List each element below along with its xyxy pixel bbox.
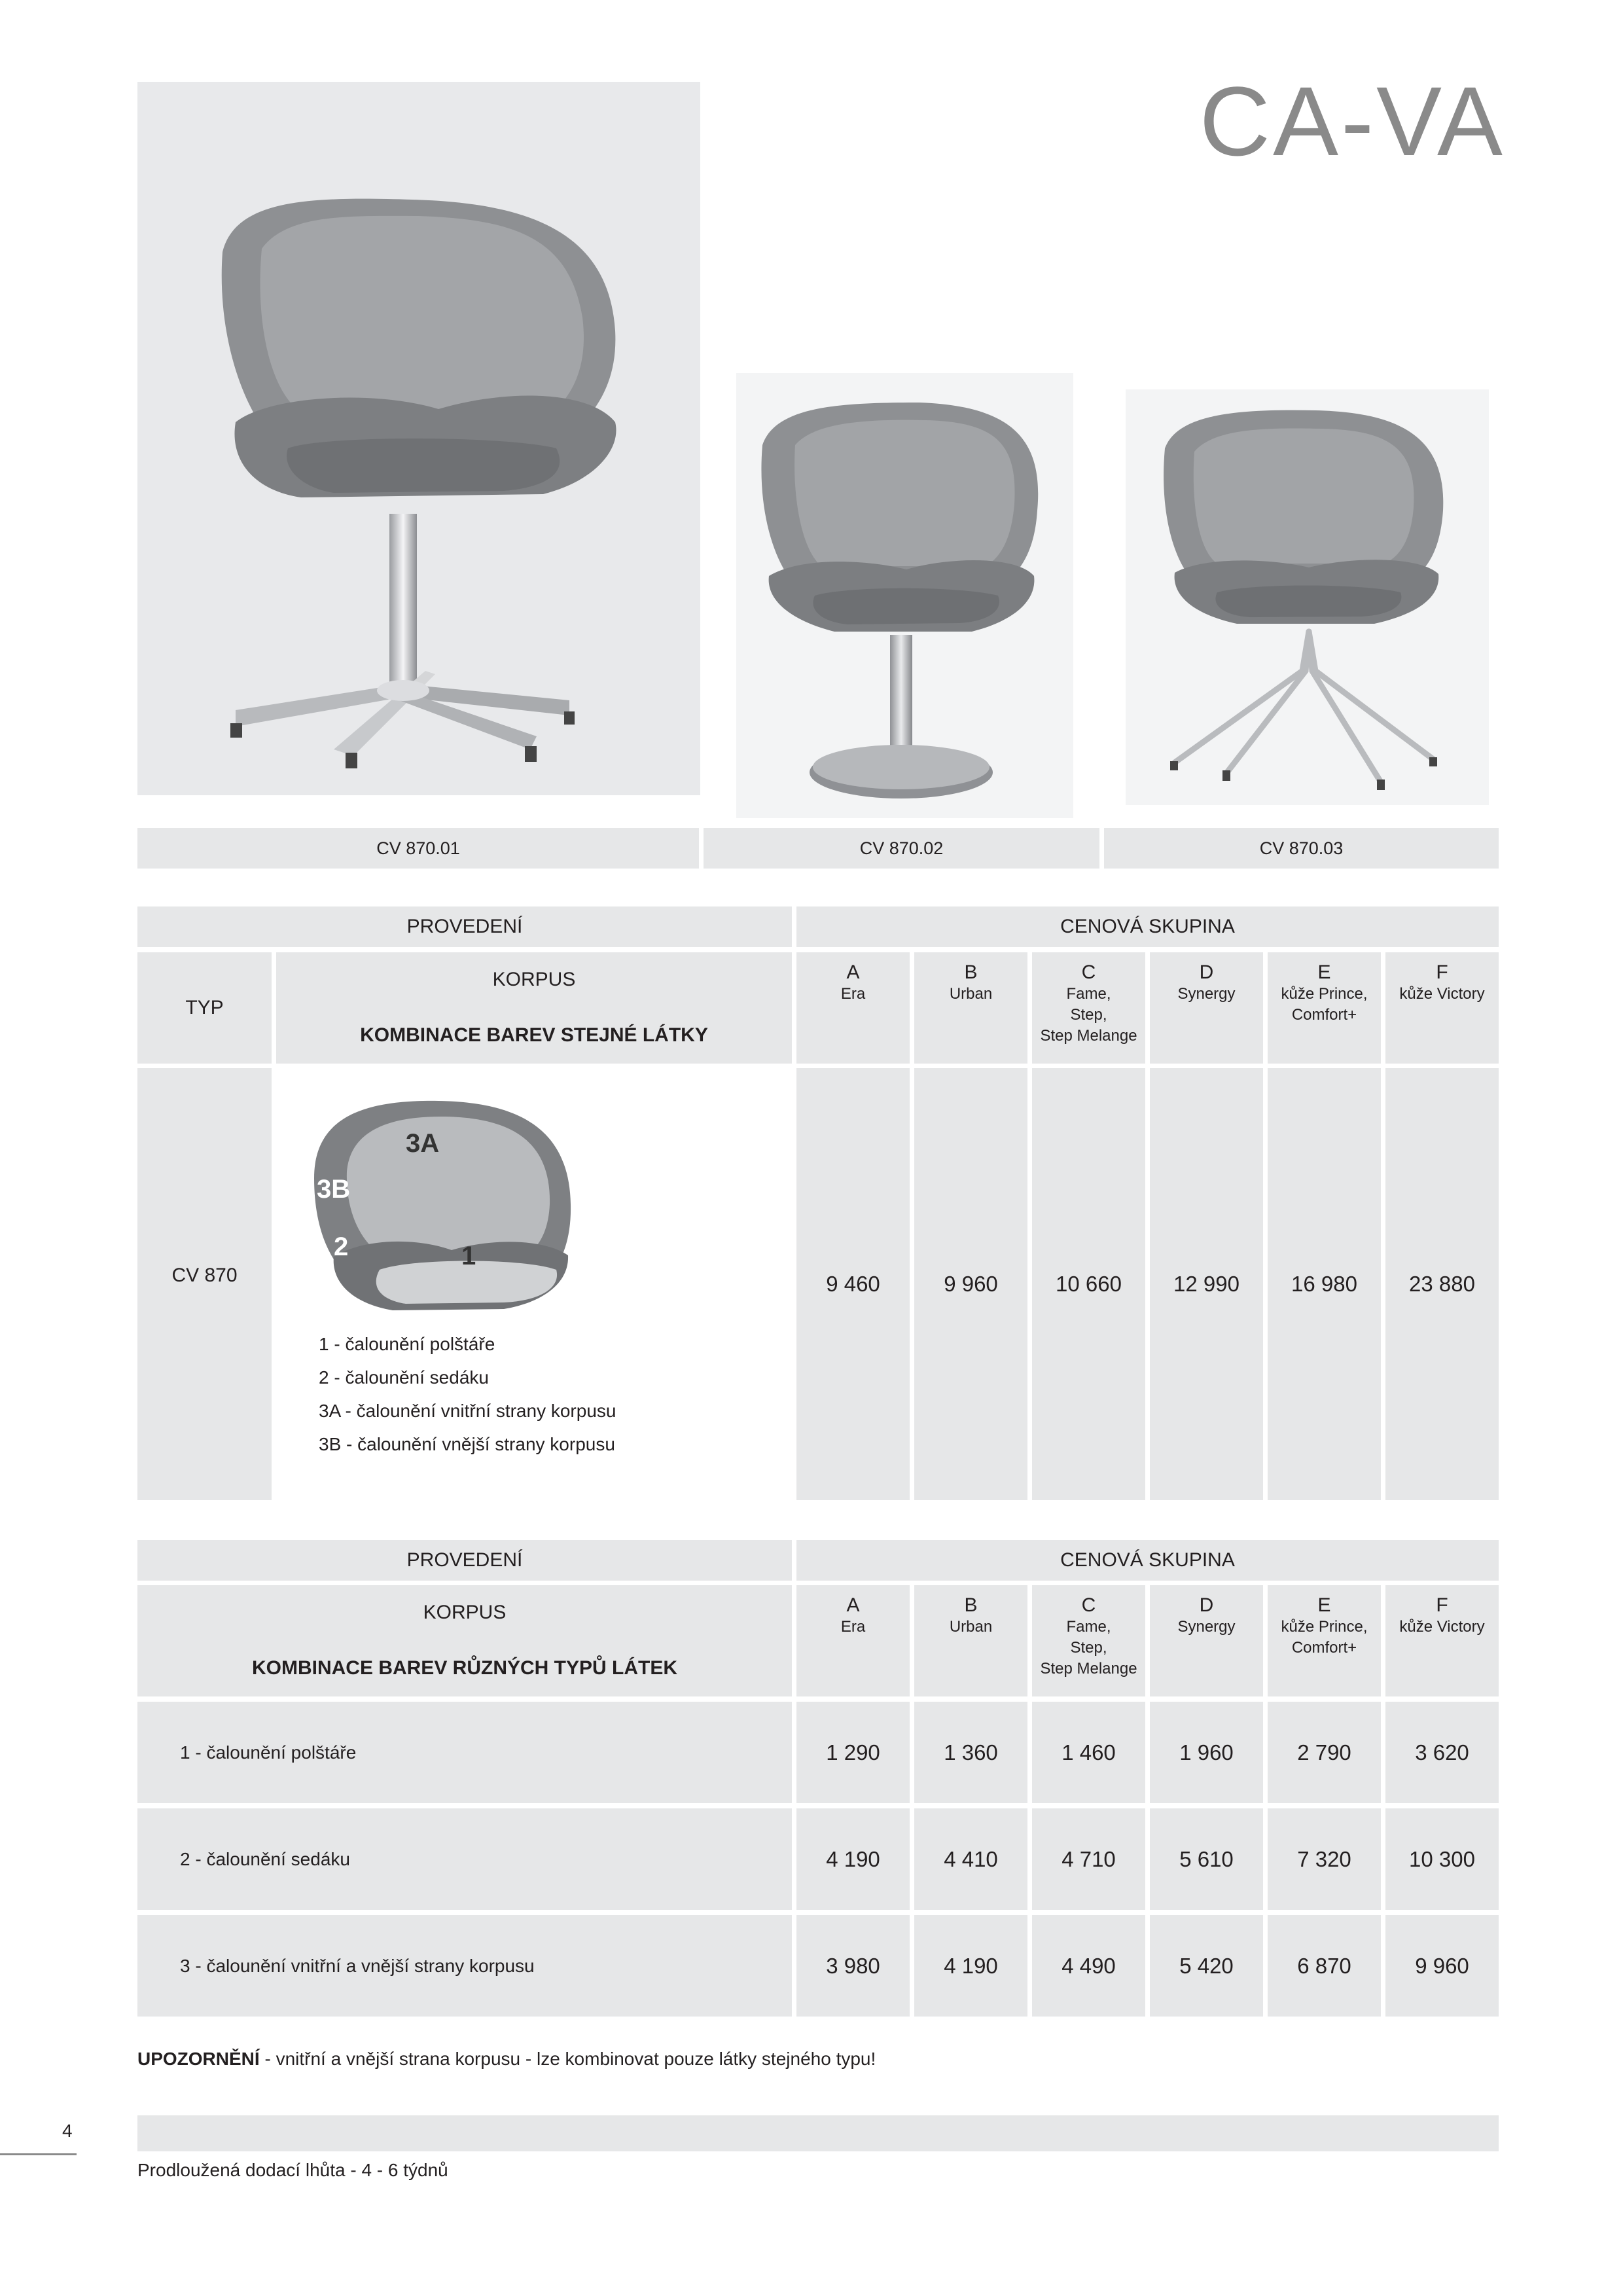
component-price-3-b: 4 190 <box>914 1915 1027 2017</box>
component-price-3-f: 9 960 <box>1385 1915 1499 2017</box>
component-price-1-f: 3 620 <box>1385 1702 1499 1803</box>
price-group-f <box>1385 952 1499 1064</box>
row-label: CV 870 <box>171 1265 238 1286</box>
price-group-e <box>1268 952 1381 1064</box>
diagram-legend <box>319 1327 616 1461</box>
price-group-letter: C <box>1081 1594 1096 1616</box>
price-group-letter: C <box>1081 961 1096 983</box>
price-group-letter: D <box>1199 961 1214 983</box>
component-price-2-f: 10 300 <box>1385 1808 1499 1910</box>
price-group-d <box>1150 952 1263 1064</box>
diagram-label-2: 2 <box>334 1232 349 1261</box>
korpus-header <box>276 952 792 1064</box>
footer-bar <box>137 2115 1499 2151</box>
price-group-c <box>1032 952 1145 1064</box>
price-group-name: Synergy <box>1177 1618 1236 1636</box>
provedeni-header-2: PROVEDENÍ <box>137 1540 792 1581</box>
chair-photo-cross-base <box>137 82 700 795</box>
korpus-label-2: KORPUS <box>423 1602 507 1623</box>
chair-photo-star-legs <box>1126 389 1489 805</box>
price-cv870-b: 9 960 <box>914 1068 1027 1500</box>
combination-label: KOMBINACE BAREV STEJNÉ LÁTKY <box>360 1024 708 1046</box>
price-cv870-f: 23 880 <box>1385 1068 1499 1500</box>
korpus-header-2 <box>137 1585 792 1696</box>
component-row-label: 3 - čalounění vnitřní a vnější strany korpusu <box>137 1915 792 2017</box>
price-group-name: kůže Prince, Comfort+ <box>1281 985 1368 1024</box>
price-group-d <box>1150 1585 1263 1696</box>
price-group-letter: D <box>1199 1594 1214 1616</box>
brand-title: CA-VA <box>1199 66 1505 176</box>
model-code-3: CV 870.03 <box>1104 828 1499 869</box>
price-group-name: Fame, Step, Step Melange <box>1040 1618 1137 1677</box>
component-price-3-d: 5 420 <box>1150 1915 1263 2017</box>
price-group-name: Era <box>840 985 866 1003</box>
component-price-1-d: 1 960 <box>1150 1702 1263 1803</box>
model-code-2: CV 870.02 <box>704 828 1099 869</box>
price-group-letter: B <box>964 1594 978 1616</box>
diagram-label-3a: 3A <box>406 1129 440 1158</box>
price-group-b <box>914 952 1027 1064</box>
component-price-3-c: 4 490 <box>1032 1915 1145 2017</box>
price-group-letter: F <box>1436 1594 1448 1616</box>
price-group-f <box>1385 1585 1499 1696</box>
price-group-c <box>1032 1585 1145 1696</box>
price-group-name: kůže Prince, Comfort+ <box>1281 1618 1368 1657</box>
component-price-3-e: 6 870 <box>1268 1915 1381 2017</box>
price-group-name: Synergy <box>1177 985 1236 1003</box>
price-group-name: Urban <box>949 985 993 1003</box>
price-group-name: kůže Victory <box>1399 985 1485 1003</box>
component-price-2-e: 7 320 <box>1268 1808 1381 1910</box>
price-group-name: Fame, Step, Step Melange <box>1040 985 1137 1045</box>
price-group-letter: E <box>1317 961 1331 983</box>
price-group-a <box>796 952 910 1064</box>
cenova-skupina-header-2: CENOVÁ SKUPINA <box>796 1540 1499 1581</box>
combination-label-2: KOMBINACE BAREV RŮZNÝCH TYPŮ LÁTEK <box>251 1657 677 1679</box>
price-group-b <box>914 1585 1027 1696</box>
price-group-name: kůže Victory <box>1399 1618 1485 1636</box>
component-row-label: 1 - čalounění polštáře <box>137 1702 792 1803</box>
price-group-name: Era <box>840 1618 866 1636</box>
model-code-1: CV 870.01 <box>137 828 699 869</box>
component-price-2-b: 4 410 <box>914 1808 1027 1910</box>
price-group-e <box>1268 1585 1381 1696</box>
legend-item: 1 - čalounění polštáře <box>319 1334 495 1354</box>
korpus-label: KORPUS <box>492 969 576 990</box>
typ-header: TYP <box>137 952 272 1064</box>
price-group-letter: B <box>964 961 978 983</box>
price-group-letter: A <box>846 961 860 983</box>
upholstery-diagram <box>308 1093 582 1316</box>
price-group-letter: A <box>846 1594 860 1616</box>
legend-item: 3A - čalounění vnitřní strany korpusu <box>319 1401 616 1421</box>
component-price-1-e: 2 790 <box>1268 1702 1381 1803</box>
component-price-1-c: 1 460 <box>1032 1702 1145 1803</box>
component-price-1-b: 1 360 <box>914 1702 1027 1803</box>
page-number: 4 <box>62 2121 73 2141</box>
delivery-note: Prodloužená dodací lhůta - 4 - 6 týdnů <box>137 2160 448 2180</box>
price-group-a <box>796 1585 910 1696</box>
component-price-2-c: 4 710 <box>1032 1808 1145 1910</box>
chair-photo-round-base <box>736 373 1073 818</box>
price-group-letter: F <box>1436 961 1448 983</box>
legend-item: 2 - čalounění sedáku <box>319 1367 489 1388</box>
provedeni-header: PROVEDENÍ <box>137 906 792 947</box>
warning-note <box>137 2049 876 2070</box>
component-row-label: 2 - čalounění sedáku <box>137 1808 792 1910</box>
component-price-1-a: 1 290 <box>796 1702 910 1803</box>
price-cv870-a: 9 460 <box>796 1068 910 1500</box>
page-number-rule <box>0 2153 77 2155</box>
diagram-label-3b: 3B <box>317 1175 351 1204</box>
component-price-2-a: 4 190 <box>796 1808 910 1910</box>
price-cv870-d: 12 990 <box>1150 1068 1263 1500</box>
typ-cell <box>137 1068 272 1500</box>
price-group-letter: E <box>1317 1594 1331 1616</box>
warning-label: UPOZORNĚNÍ <box>137 2049 260 2069</box>
legend-item: 3B - čalounění vnější strany korpusu <box>319 1434 615 1454</box>
price-group-name: Urban <box>949 1618 993 1636</box>
diagram-label-1: 1 <box>461 1242 476 1270</box>
cenova-skupina-header: CENOVÁ SKUPINA <box>796 906 1499 947</box>
price-cv870-c: 10 660 <box>1032 1068 1145 1500</box>
component-price-2-d: 5 610 <box>1150 1808 1263 1910</box>
price-cv870-e: 16 980 <box>1268 1068 1381 1500</box>
warning-text: - vnitřní a vnější strana korpusu - lze kombinovat pouze látky stejného typu! <box>259 2049 876 2069</box>
component-price-3-a: 3 980 <box>796 1915 910 2017</box>
